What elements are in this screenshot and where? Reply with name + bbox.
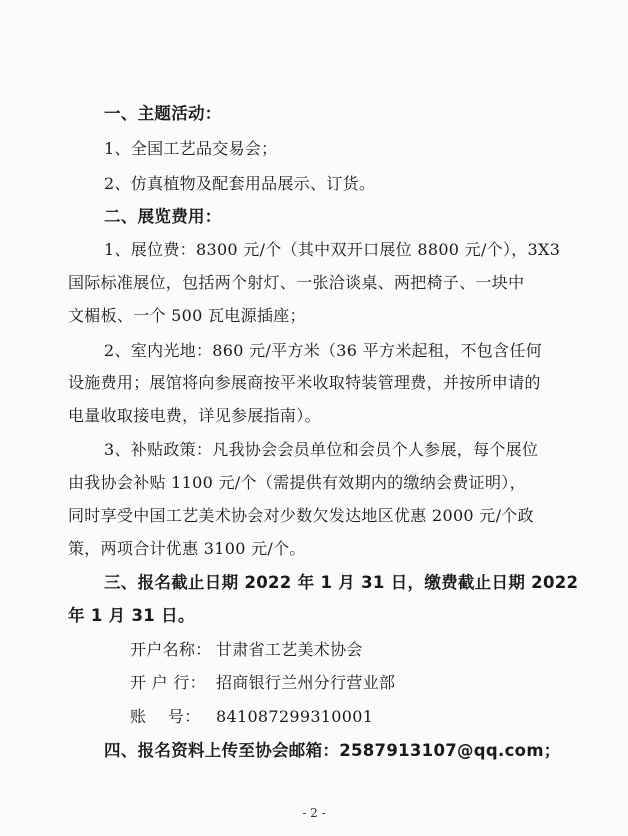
account-number-row	[130, 707, 373, 727]
fee-item-2-line-2: 设施费用；展馆将向参展商按平米收取特装管理费，并按所申请的	[68, 373, 541, 392]
account-bank-label: 开 户 行：	[130, 673, 206, 692]
fee-item-2-line-1: 2、室内光地：860 元/平方米（36 平方米起租，不包含任何	[104, 341, 542, 360]
fee-item-1-line-1: 1、展位费：8300 元/个（其中双开口展位 8800 元/个），3X3	[104, 240, 561, 259]
account-number-value: 841087299310001	[216, 707, 374, 726]
fee-item-1-line-3: 文楣板、一个 500 瓦电源插座；	[68, 306, 306, 325]
page-number: - 2 -	[302, 806, 326, 820]
section-2-heading: 二、展览费用：	[104, 207, 222, 226]
fee-item-2-line-3: 电量收取接电费，详见参展指南）。	[68, 406, 321, 425]
account-name-row	[130, 640, 363, 660]
section-1-heading: 一、主题活动：	[104, 104, 222, 123]
deadline-line-2: 年 1 月 31 日。	[68, 606, 195, 625]
fee-item-3-line-3: 同时享受中国工艺美术协会对少数欠发达地区优惠 2000 元/个政	[68, 506, 534, 525]
account-name-label: 开户名称：	[130, 640, 212, 659]
account-number-label: 账 号：	[130, 707, 201, 726]
fee-item-3-line-4: 策，两项合计优惠 3100 元/个。	[68, 539, 306, 558]
submission-email-line: 四、报名资料上传至协会邮箱：2587913107@qq.com；	[104, 741, 561, 760]
account-bank-value: 招商银行兰州分行营业部	[216, 673, 396, 692]
fee-item-1-line-2: 国际标准展位，包括两个射灯、一张洽谈桌、两把椅子、一块中	[68, 273, 525, 292]
section-1-item-2: 2、仿真植物及配套用品展示、订货。	[104, 174, 376, 193]
section-1-item-1: 1、全国工艺品交易会；	[104, 139, 278, 158]
account-bank-row	[130, 673, 395, 693]
fee-item-3-line-1: 3、补贴政策：凡我协会会员单位和会员个人参展，每个展位	[104, 440, 539, 459]
deadline-line-1: 三、报名截止日期 2022 年 1 月 31 日，缴费截止日期 2022	[104, 573, 579, 592]
account-name-value: 甘肃省工艺美术协会	[216, 640, 363, 659]
fee-item-3-line-2: 由我协会补贴 1100 元/个（需提供有效期内的缴纳会费证明），	[68, 473, 526, 492]
